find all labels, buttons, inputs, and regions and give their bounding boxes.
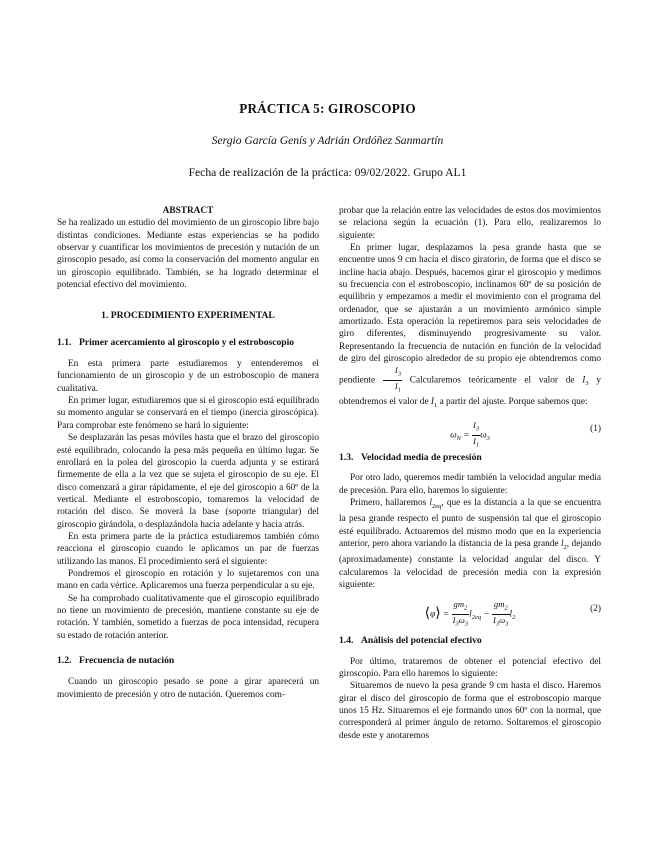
paragraph: Pondremos el giroscopio en rotación y lo sujetaremos con una mano en cada vértice. Aplicaremos una fuerza perpendicular a su eje. — [57, 568, 319, 592]
subsection-title: Frecuencia de nutación — [79, 655, 175, 666]
subsection-1-4-heading — [339, 635, 601, 647]
paragraph: En esta primera parte de la práctica estudiaremos también cómo reacciona el giroscopio cuando le aplicamos un par de fuerzas utilizando las manos. El procedimiento será el siguiente: — [57, 531, 319, 567]
paragraph: En primer lugar, estudiaremos que si el giroscopio está equilibrado su momento angular se conservará en el tiempo (inercia giroscópica). Para comprobar este fenómeno se hará lo siguiente: — [57, 396, 319, 431]
subsection-title: Anàlisis del potencial efectivo — [361, 635, 482, 647]
paper-authors: Sergio García Genís y Adrián Ordóñez Sanmartín — [211, 134, 444, 147]
paragraph: Por otro lado, queremos medir también la velocidad angular media de precesión. Para ello, haremos lo siguiente: — [339, 473, 601, 496]
left-column — [57, 205, 319, 701]
paper-date-line: Fecha de realización de la práctica: 09/02/2022. Grupo AL1 — [188, 166, 467, 179]
subsection-number: 1.2. — [57, 655, 72, 666]
paper-title: PRÁCTICA 5: GIROSCOPIO — [239, 101, 416, 116]
subsection-title: Velocidad media de precesión — [361, 452, 482, 464]
subsection-number: 1.1. — [57, 336, 72, 348]
subsection-1-2-heading — [57, 655, 319, 667]
abstract-text: Se ha realizado un estudio del movimiento de un giroscopio libre bajo distintas condiciones. Mediante estas experiencias se ha podido observar y cuantificar los movimientos de precesión y nutación de un giroscopio pesado, así como la conservación del momento angular en un giroscopio equilibrado. También, se ha logrado determinar el potencial efectivo del movimiento. — [57, 218, 319, 291]
paragraph: Por último, trataremos de obtener el potencial efectivo del giroscopio. Para ello haremos lo siguiente: — [339, 656, 601, 679]
subsection-1-1-heading — [57, 337, 319, 349]
paragraph: probar que la relación entre las velocidades de estos dos movimientos se relaciona según la ecuación (1). Para ello, realizaremos lo siguiente: — [339, 206, 601, 241]
subsection-1-3-heading — [339, 452, 601, 464]
subsection-title: Primer acercamiento al giroscopio y el estroboscopio — [79, 336, 295, 348]
paragraph: Se desplazarán las pesas móviles hasta que el brazo del giroscopio esté equilibrado, colocando la pesa más pequeña en último lugar. Se enrollará en la polea del giroscopio la cuerda adjunta y se estirará firmemente de ella a la vez que se sujeta el giroscopio de su eje. El disco comenzará a girar rápidamente, el eje del giroscopio a 60º de la vertical. Mediante el estroboscopio, tomaremos la velocidad de rotación del disco. Se moverá la base (soporte triangular) del giroscopio girándola, o desplazándola hacia adelante y hacia atrás. — [57, 433, 319, 530]
paragraph: Situaremos de nuevo la pesa grande 9 cm hasta el disco. Haremos girar el disco del giroscopio de forma que el estroboscopio marque unos 15 Hz. Situaremos el eje formando unos 60º con la normal, que corresponderá al primer ángulo de retorno. Soltaremos el giroscopio desde este y anotaremos — [339, 681, 601, 741]
subsection-number: 1.3. — [339, 452, 354, 464]
paragraph: En esta primera parte estudiaremos y entenderemos el funcionamiento de un giroscopio y de un estroboscopio de manera cualitativa. — [57, 359, 319, 394]
equation-1: $\omega_N$ = $\frac{I_3}{I_1}$ $\omega_3$ (1) — [450, 420, 601, 449]
paragraph: Primero, hallaremos $l_{2eq}$, que es la distancia a la que se encuentra la pesa grande respecto el punto de suspensión tal que el giroscopio esté equilibrado. Actuaremos del mismo modo que en la experiencia anterior, pero ahora variando la distancia de la pesa grande $l_2$, dejando (aproximadamente) constante la velocidad angular del disco. Y calcularemos la velocidad de precesión media con la expresión siguiente: — [339, 498, 602, 590]
abstract-heading: ABSTRACT — [162, 206, 214, 216]
subsection-number: 1.4. — [339, 635, 354, 647]
right-column — [339, 205, 601, 742]
equation-1-tag: (1) — [590, 424, 601, 435]
equation-2: ⟨φ̇⟩ = $\frac{gm_2}{I_3\omega_3}$ $l_{2eq}$ − $\frac{gm_2}{I_3\omega_3}$ $l_2$ (2) — [424, 599, 601, 628]
slope-fraction: $\frac{I_3}{I_1}$ — [383, 365, 402, 395]
paragraph: Cuando un giroscopio pesado se pone a girar aparecerá un movimiento de precesión y otro de nutación. Queremos com- — [57, 677, 319, 700]
paragraph: En primer lugar, desplazamos la pesa grande hasta que se encuentre unos 9 cm hacia el disco giratorio, de forma que el disco se incline hacia abajo. Después, hacemos girar el giroscopio y medimos su frecuencia con el estroboscopio, inclinamos 60º de su posición de equilibrio y empezamos a medir el movimiento con el programa del ordenador, que se ajustarán a un movimiento armónico simple amortizado. Esta operación la repetiremos para seis velocidades de giro diferentes, disminuyendo progresivamente su valor. Representando la frecuencia de nutación en función de la velocidad de giro del giroscopio alrededor de su propio eje obtendremos como pendiente $\frac{I_3}{I_1}$ Calcularemos teóricamente el valor de $I_3$ y obtendremos el valor de $I_1$ a partir del ajuste. Porque sabemos que: — [339, 243, 601, 409]
paragraph: Se ha comprobado cualitativamente que el giroscopio equilibrado no tiene un movimiento de precesión, mantiene constante su eje de rotación. Y también, sometido a fuerzas de poca intensidad, recupera su estado de rotación anterior. — [57, 593, 319, 641]
section-1-heading: 1. PROCEDIMIENTO EXPERIMENTAL — [101, 310, 275, 322]
equation-2-tag: (2) — [590, 604, 601, 615]
